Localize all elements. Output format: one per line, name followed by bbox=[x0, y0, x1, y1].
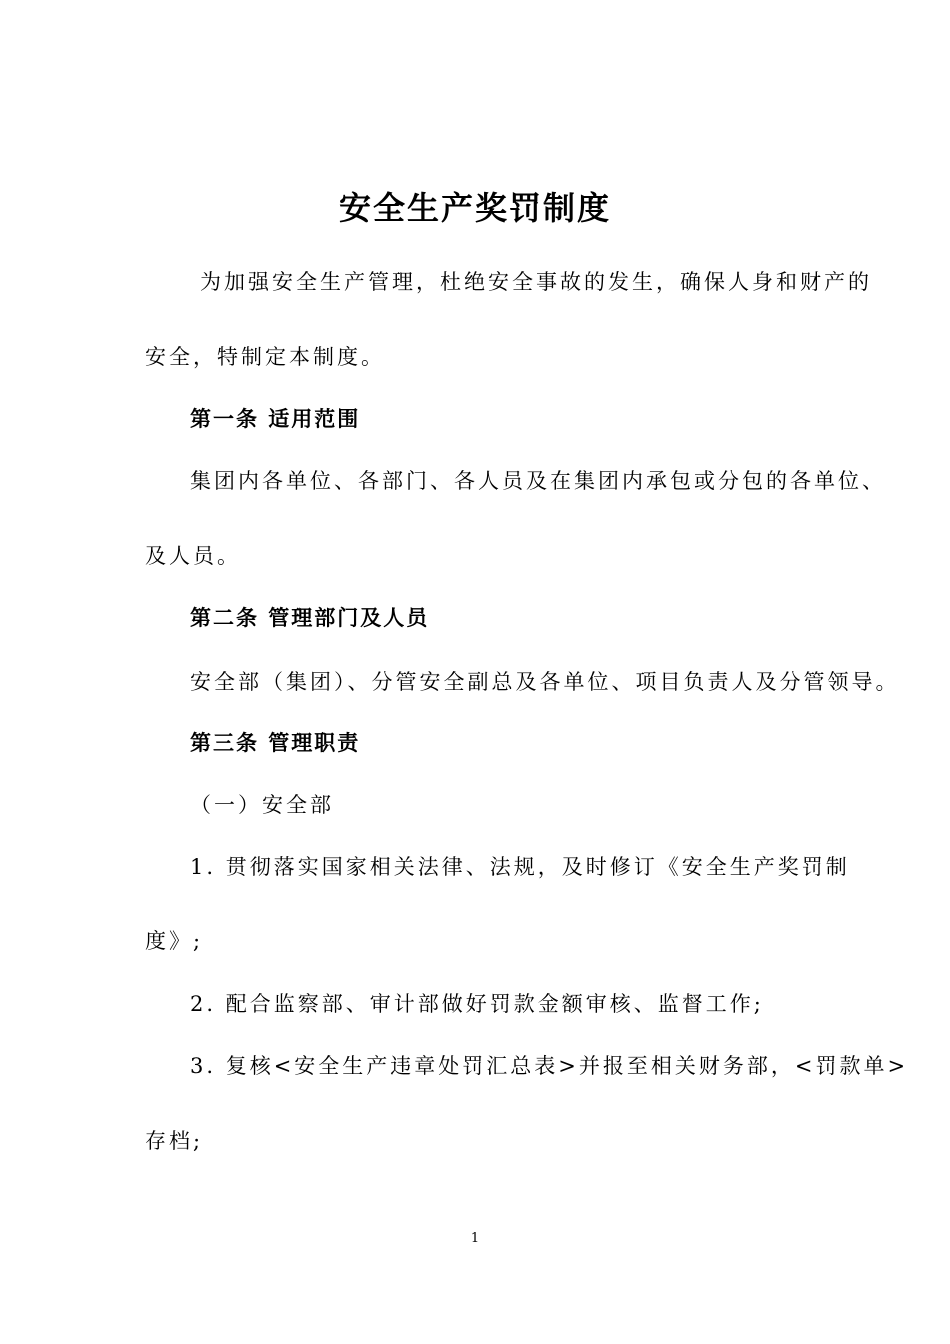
article-2-line-1: 安全部（集团）、分管安全副总及各单位、项目负责人及分管领导。 bbox=[190, 670, 900, 694]
article-3-heading: 第三条 管理职责 bbox=[190, 731, 361, 755]
article-1-line-1: 集团内各单位、各部门、各人员及在集团内承包或分包的各单位、 bbox=[190, 469, 886, 493]
item-1-line-1: 1. 贯彻落实国家相关法律、法规，及时修订《安全生产奖罚制 bbox=[190, 855, 850, 879]
intro-line-1: 为加强安全生产管理，杜绝安全事故的发生，确保人身和财产的 bbox=[200, 270, 872, 294]
item-2-line-1: 2. 配合监察部、审计部做好罚款金额审核、监督工作; bbox=[190, 992, 764, 1016]
article-1-line-2: 及人员。 bbox=[145, 544, 241, 568]
article-1-heading: 第一条 适用范围 bbox=[190, 407, 361, 431]
page-number: 1 bbox=[470, 1231, 480, 1246]
document-title: 安全生产奖罚制度 bbox=[338, 189, 611, 227]
intro-line-2: 安全，特制定本制度。 bbox=[145, 345, 385, 369]
item-3-line-1: 3. 复核<安全生产违章处罚汇总表>并报至相关财务部，<罚款单> bbox=[190, 1054, 909, 1078]
article-2-heading: 第二条 管理部门及人员 bbox=[190, 606, 430, 630]
item-3-line-2: 存档; bbox=[145, 1129, 204, 1153]
sub-section-1-heading: （一）安全部 bbox=[190, 793, 334, 817]
item-1-line-2: 度》; bbox=[145, 929, 204, 953]
